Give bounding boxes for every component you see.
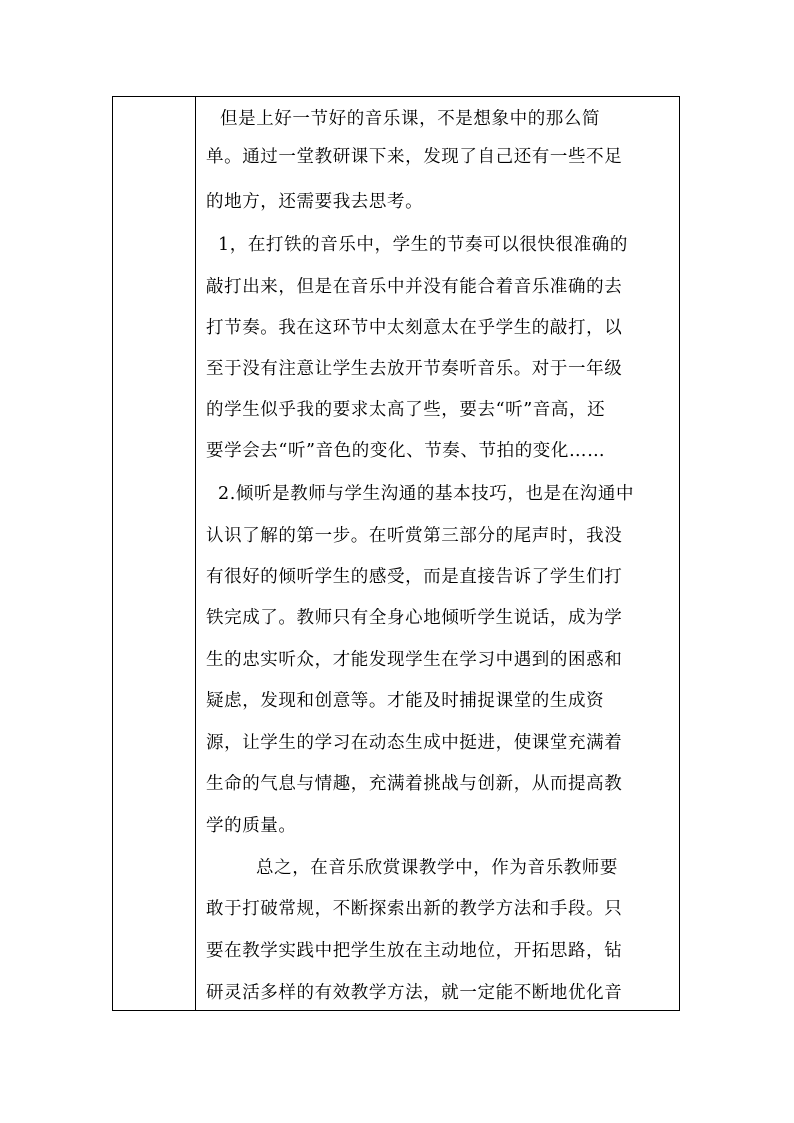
paragraph-line: 的地方，还需要我去思考。 [206,192,424,212]
paragraph-line: 要在教学实践中把学生放在主动地位，开拓思路，钻 [206,941,623,961]
paragraph-line: 要学会去“听”音色的变化、节奏、节拍的变化…… [206,441,606,461]
paragraph-line: 疑虑，发现和创意等。才能及时捕捉课堂的生成资 [206,691,605,711]
paragraph-line: 有很好的倾听学生的感受，而是直接告诉了学生们打 [206,567,623,587]
paragraph-line: 研灵活多样的有效教学方法，就一定能不断地优化音 [206,983,623,1003]
paragraph-line: 学的质量。 [206,816,297,836]
paragraph-line: 的学生似乎我的要求太高了些，要去“听”音高，还 [206,400,606,420]
paragraph-line: 敢于打破常规，不断探索出新的教学方法和手段。只 [206,899,623,919]
paragraph-line: 2.倾听是教师与学生沟通的基本技巧，也是在沟通中 [218,484,635,504]
document-table [112,96,680,1011]
paragraph-line: 至于没有注意让学生去放开节奏听音乐。对于一年级 [206,359,623,379]
paragraph-line: 1，在打铁的音乐中，学生的节奏可以很快很准确的 [218,235,628,255]
paragraph-line: 总之，在音乐欣赏课教学中，作为音乐教师要 [256,858,618,878]
paragraph-line: 但是上好一节好的音乐课，不是想象中的那么简 [220,109,601,129]
paragraph-line: 打节奏。我在这环节中太刻意太在乎学生的敲打，以 [206,318,623,338]
paragraph-line: 生命的气息与情趣，充满着挑战与创新，从而提高教 [206,774,623,794]
table-content-cell [196,97,679,1010]
paragraph-line: 认识了解的第一步。在听赏第三部分的尾声时，我没 [206,526,623,546]
paragraph-line: 源，让学生的学习在动态生成中挺进，使课堂充满着 [206,733,623,753]
paragraph-line: 敲打出来，但是在音乐中并没有能合着音乐准确的去 [206,277,623,297]
paragraph-line: 单。通过一堂教研课下来，发现了自己还有一些不足 [206,147,623,167]
paragraph-line: 生的忠实听众，才能发现学生在学习中遇到的困惑和 [206,650,623,670]
paragraph-line: 铁完成了。教师只有全身心地倾听学生说话，成为学 [206,608,623,628]
